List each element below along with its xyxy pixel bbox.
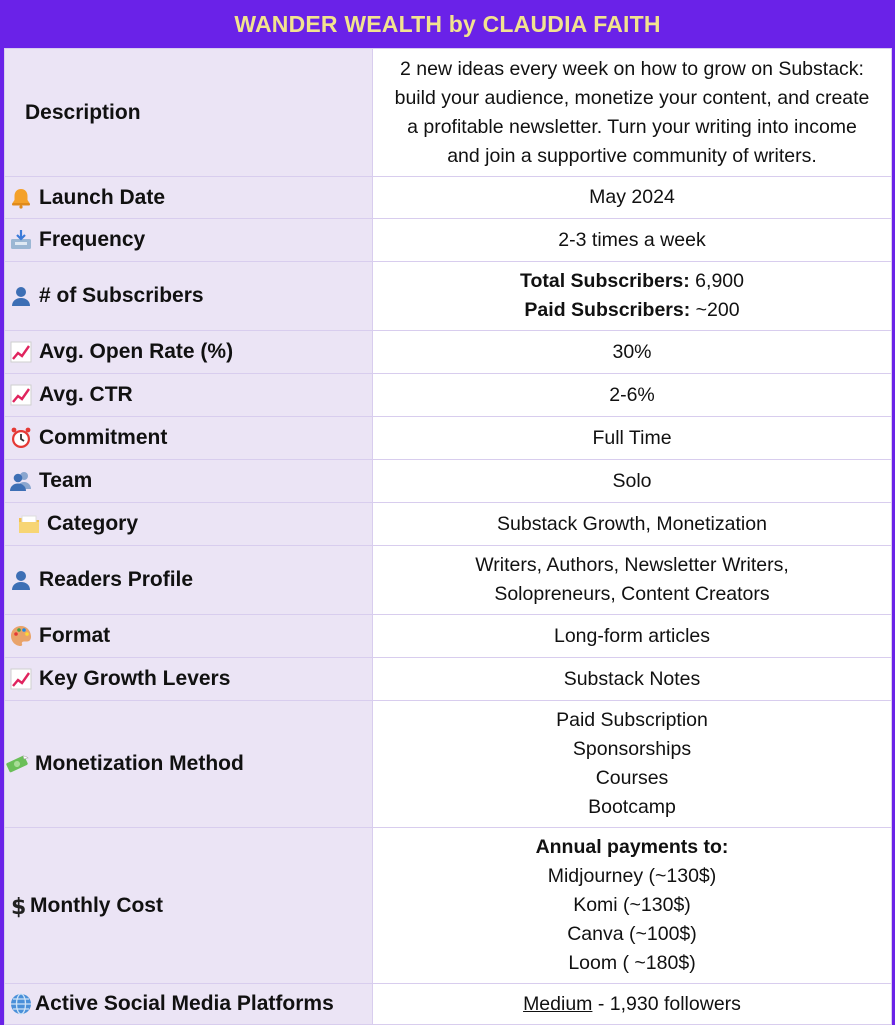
table-row (5, 828, 892, 984)
money-with-wings-icon (5, 752, 29, 776)
svg-text:$: $ (11, 894, 27, 918)
readers-profile-label: Readers Profile (39, 568, 194, 591)
alarm-clock-icon (9, 426, 33, 450)
description-label: Description (25, 100, 141, 124)
ctr-value: 2-6% (373, 374, 892, 417)
team-label: Team (39, 469, 93, 492)
category-label: Category (47, 512, 139, 535)
chart-increasing-icon (9, 383, 33, 407)
table-row (5, 331, 892, 374)
medium-link[interactable]: Medium (523, 992, 593, 1015)
person-icon (9, 568, 33, 592)
chart-increasing-icon (9, 340, 33, 364)
open-rate-value: 30% (373, 331, 892, 374)
table-row (5, 701, 892, 828)
table-row (5, 984, 892, 1025)
monetization-label: Monetization Method (35, 752, 244, 775)
table-row (5, 615, 892, 658)
table-row (5, 49, 892, 177)
people-icon (9, 469, 33, 493)
table-row (5, 417, 892, 460)
category-value: Substack Growth, Monetization (373, 503, 892, 546)
bell-icon (9, 186, 33, 210)
open-rate-label: Avg. Open Rate (%) (39, 340, 234, 363)
frequency-value: 2-3 times a week (373, 219, 892, 262)
page-title: WANDER WEALTH by CLAUDIA FAITH (234, 10, 661, 37)
commitment-label: Commitment (39, 426, 168, 449)
table-row (5, 177, 892, 219)
subscribers-value: Total Subscribers: 6,900 Paid Subscribers: ~200 (373, 262, 892, 331)
person-icon (9, 284, 33, 308)
ctr-label: Avg. CTR (39, 383, 133, 406)
monetization-value: Paid Subscription Sponsorships Courses Bootcamp (373, 701, 892, 828)
format-label: Format (39, 624, 111, 647)
table-row (5, 546, 892, 615)
social-platforms-label: Active Social Media Platforms (35, 992, 334, 1015)
table-row (5, 374, 892, 417)
table-row (5, 262, 892, 331)
team-value: Solo (373, 460, 892, 503)
readers-profile-value: Writers, Authors, Newsletter Writers, Solopreneurs, Content Creators (373, 546, 892, 615)
growth-levers-label: Key Growth Levers (39, 667, 231, 690)
folder-icon (17, 512, 41, 536)
inbox-tray-icon (9, 228, 33, 252)
globe-icon (9, 992, 33, 1016)
subscribers-label: # of Subscribers (39, 284, 204, 307)
palette-icon (9, 624, 33, 648)
table-row (5, 460, 892, 503)
growth-levers-value: Substack Notes (373, 658, 892, 701)
monthly-cost-value: Annual payments to: Midjourney (~130$) Komi (~130$) Canva (~100$) Loom ( ~180$) (373, 828, 892, 984)
social-platforms-value: Medium - 1,930 followers (373, 984, 892, 1025)
monthly-cost-label: Monthly Cost (30, 893, 163, 917)
table-row (5, 658, 892, 701)
frequency-label: Frequency (39, 228, 146, 251)
info-table (4, 48, 892, 1025)
dollar-sign-icon (9, 894, 27, 918)
table-row (5, 503, 892, 546)
launch-date-value: May 2024 (373, 177, 892, 219)
format-value: Long-form articles (373, 615, 892, 658)
launch-date-label: Launch Date (39, 185, 166, 209)
chart-increasing-icon (9, 667, 33, 691)
description-value: 2 new ideas every week on how to grow on Substack: build your audience, monetize your content, and create a profitable newsletter. Turn your writing into income and join a supportive community of writers. (373, 49, 892, 177)
commitment-value: Full Time (373, 417, 892, 460)
table-row (5, 219, 892, 262)
